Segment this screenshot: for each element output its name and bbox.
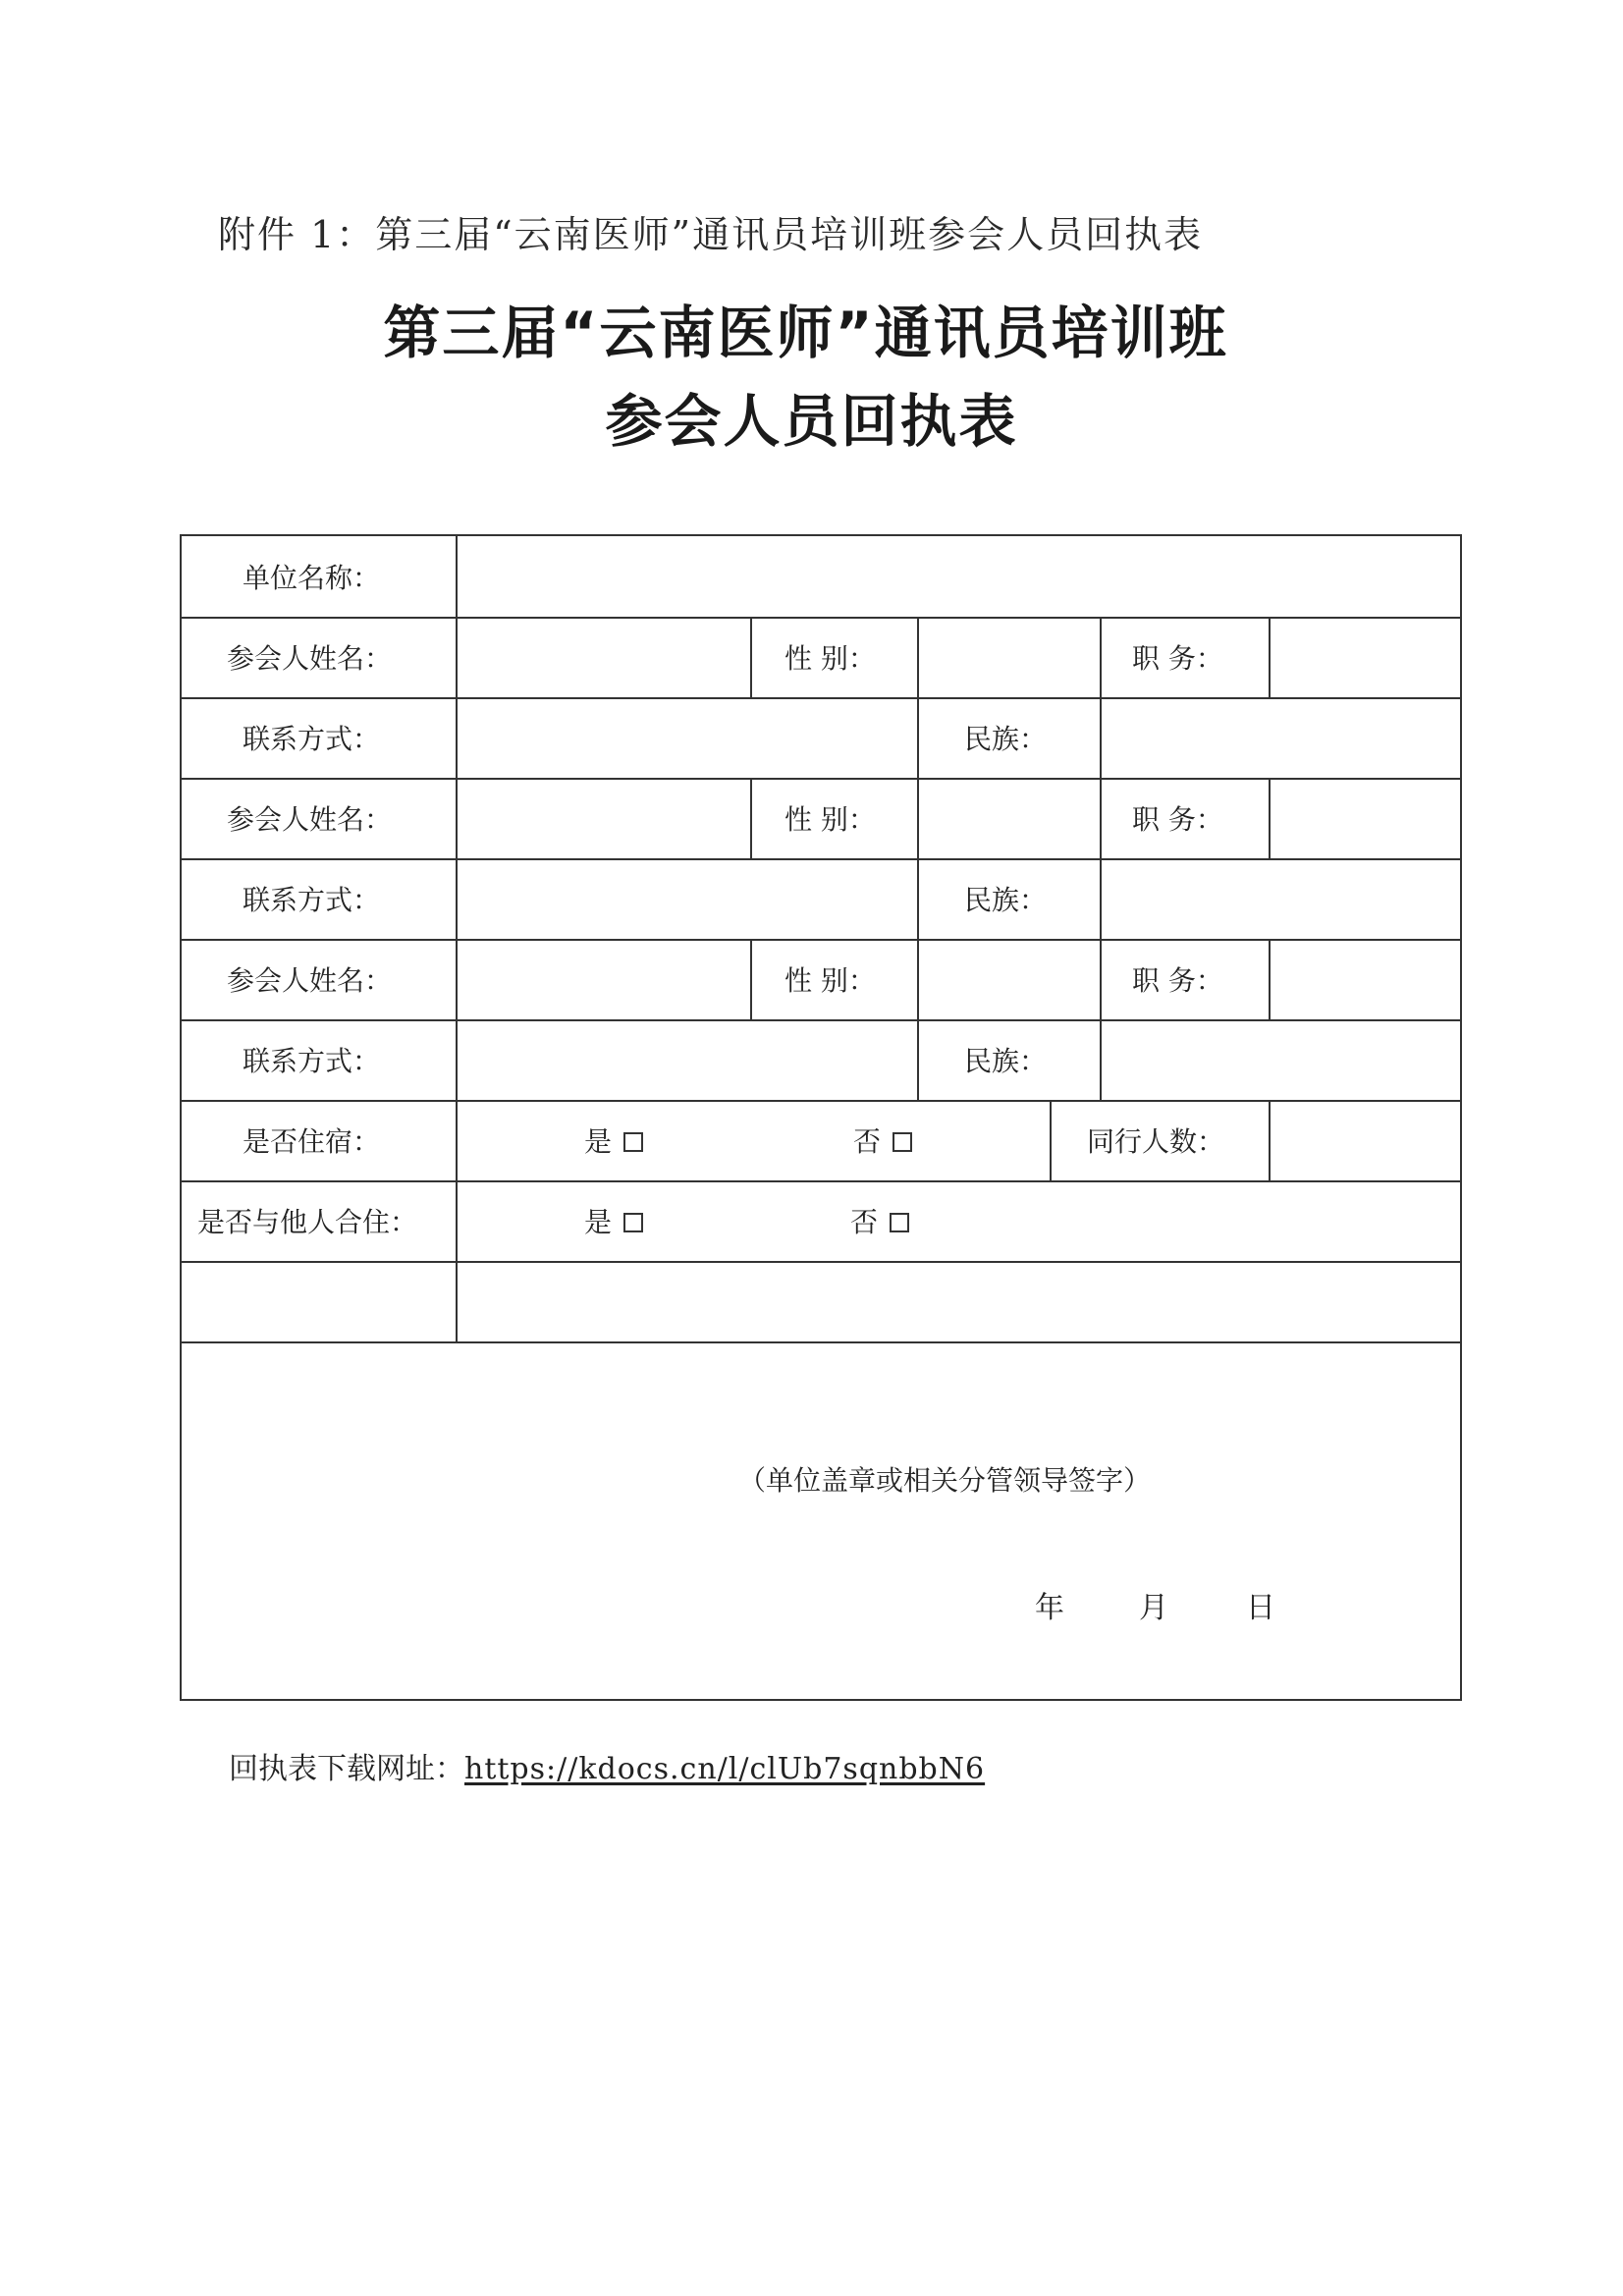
- download-label: 回执表下载网址：: [229, 1752, 464, 1786]
- companions-field[interactable]: [1271, 1102, 1460, 1180]
- contact-label: 联系方式：: [243, 1045, 381, 1077]
- date-year-label: 年: [1035, 1591, 1064, 1625]
- lodging-yes-label: 是: [584, 1125, 613, 1158]
- download-link[interactable]: https://kdocs.cn/l/clUb7sqnbbN6: [464, 1752, 986, 1786]
- share-room-label: 是否与他人合住：: [197, 1206, 418, 1238]
- ethnicity-label: 民族：: [964, 723, 1048, 755]
- page-title: 第三届“云南医师”通讯员培训班: [383, 300, 1228, 366]
- gender-field[interactable]: [919, 780, 1098, 858]
- contact-label: 联系方式：: [243, 723, 381, 755]
- contact-field[interactable]: [458, 699, 915, 778]
- position-label: 职 务：: [1132, 803, 1223, 836]
- contact-field[interactable]: [458, 1021, 915, 1100]
- position-label: 职 务：: [1132, 642, 1223, 675]
- ethnicity-field[interactable]: [1102, 1021, 1460, 1100]
- ethnicity-label: 民族：: [964, 884, 1048, 916]
- share-yes-option[interactable]: [584, 1201, 643, 1240]
- lodging-no-checkbox[interactable]: [893, 1132, 912, 1152]
- ethnicity-field[interactable]: [1102, 860, 1460, 939]
- attendee-name-label: 参会人姓名：: [227, 803, 393, 836]
- reply-form-table: [180, 534, 1462, 1701]
- gender-label: 性 别：: [784, 642, 876, 675]
- lodging-no-label: 否: [853, 1125, 882, 1158]
- date-day-label: 日: [1246, 1591, 1275, 1625]
- share-no-option[interactable]: [850, 1201, 909, 1240]
- position-field[interactable]: [1271, 941, 1460, 1019]
- gender-label: 性 别：: [784, 803, 876, 836]
- unit-name-label: 单位名称：: [243, 562, 381, 594]
- attendee-name-field[interactable]: [458, 780, 748, 858]
- download-line: [229, 1744, 985, 1787]
- signature-note: （单位盖章或相关分管领导签字）: [738, 1464, 1152, 1497]
- page-subtitle: 参会人员回执表: [605, 388, 1018, 455]
- lodging-label: 是否住宿：: [243, 1125, 381, 1158]
- ethnicity-label: 民族：: [964, 1045, 1048, 1077]
- position-field[interactable]: [1271, 780, 1460, 858]
- share-no-label: 否: [850, 1206, 879, 1238]
- attachment-heading: 附件 1：第三届“云南医师”通讯员培训班参会人员回执表: [218, 213, 1204, 256]
- attendee-name-label: 参会人姓名：: [227, 964, 393, 997]
- share-yes-checkbox[interactable]: [623, 1213, 643, 1232]
- attendee-name-field[interactable]: [458, 941, 748, 1019]
- attendee-name-field[interactable]: [458, 619, 748, 697]
- ethnicity-field[interactable]: [1102, 699, 1460, 778]
- gender-field[interactable]: [919, 941, 1098, 1019]
- position-field[interactable]: [1271, 619, 1460, 697]
- contact-label: 联系方式：: [243, 884, 381, 916]
- lodging-no-option[interactable]: [853, 1121, 912, 1160]
- gender-field[interactable]: [919, 619, 1098, 697]
- share-yes-label: 是: [584, 1206, 613, 1238]
- unit-name-field[interactable]: [458, 536, 1460, 617]
- position-label: 职 务：: [1132, 964, 1223, 997]
- share-no-checkbox[interactable]: [890, 1213, 909, 1232]
- contact-field[interactable]: [458, 860, 915, 939]
- lodging-yes-checkbox[interactable]: [623, 1132, 643, 1152]
- attendee-name-label: 参会人姓名：: [227, 642, 393, 675]
- lodging-yes-option[interactable]: [584, 1121, 643, 1160]
- date-month-label: 月: [1139, 1591, 1168, 1625]
- companions-label: 同行人数：: [1087, 1125, 1225, 1158]
- gender-label: 性 别：: [784, 964, 876, 997]
